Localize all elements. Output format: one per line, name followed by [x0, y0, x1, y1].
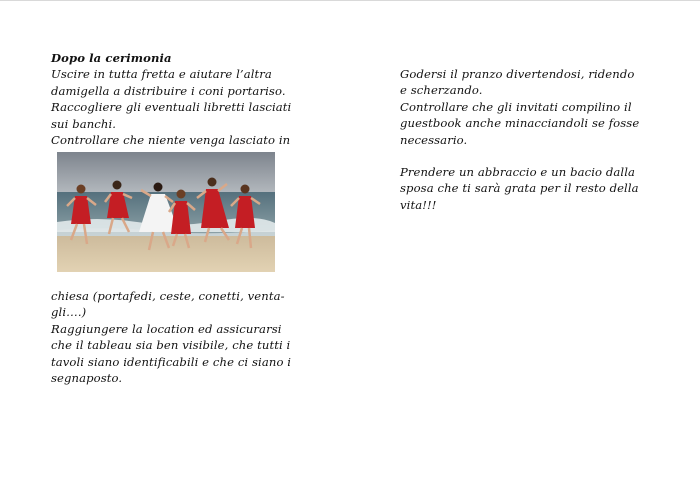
- text-line: Prendere un abbraccio e un bacio dalla: [400, 165, 636, 180]
- text-line: Raccogliere gli eventuali libretti lasciati: [51, 100, 292, 115]
- text-line: gli….): [51, 305, 87, 320]
- text-line: segnaposto.: [51, 371, 123, 386]
- text-line: Controllare che niente venga lasciato in: [51, 133, 291, 148]
- text-line: vita!!!: [400, 197, 437, 212]
- section-heading: Dopo la cerimonia: [51, 51, 172, 65]
- right-column-text: [400, 66, 656, 213]
- text-line: sposa che ti sarà grata per il resto della: [400, 181, 639, 196]
- text-line: necessario.: [400, 132, 468, 147]
- text-line: chiesa (portafedi, ceste, conetti, venta-: [51, 289, 285, 303]
- text-line: Uscire in tutta fretta e aiutare l’altra: [51, 67, 272, 82]
- text-line: Controllare che gli invitati compilino il: [400, 99, 632, 114]
- text-line: Godersi il pranzo divertendosi, ridendo: [400, 67, 635, 81]
- text-line: Raggiungere la location ed assicurarsi: [51, 321, 282, 336]
- bridesmaids-beach-photo: [57, 152, 275, 272]
- text-line: guestbook anche minacciandoli se fosse: [400, 116, 640, 131]
- left-column-bottom-text: [51, 288, 313, 386]
- text-line: e scherzando.: [400, 83, 483, 98]
- left-column-top-text: [51, 50, 313, 148]
- text-line: tavoli siano identificabili e che ci siano i: [51, 354, 292, 369]
- page-top-border: [0, 0, 700, 1]
- paragraph-gap: [400, 148, 656, 164]
- text-line: sui banchi.: [51, 116, 117, 131]
- text-line: che il tableau sia ben visibile, che tutti i: [51, 338, 291, 353]
- text-line: damigella a distribuire i coni portariso.: [51, 83, 286, 98]
